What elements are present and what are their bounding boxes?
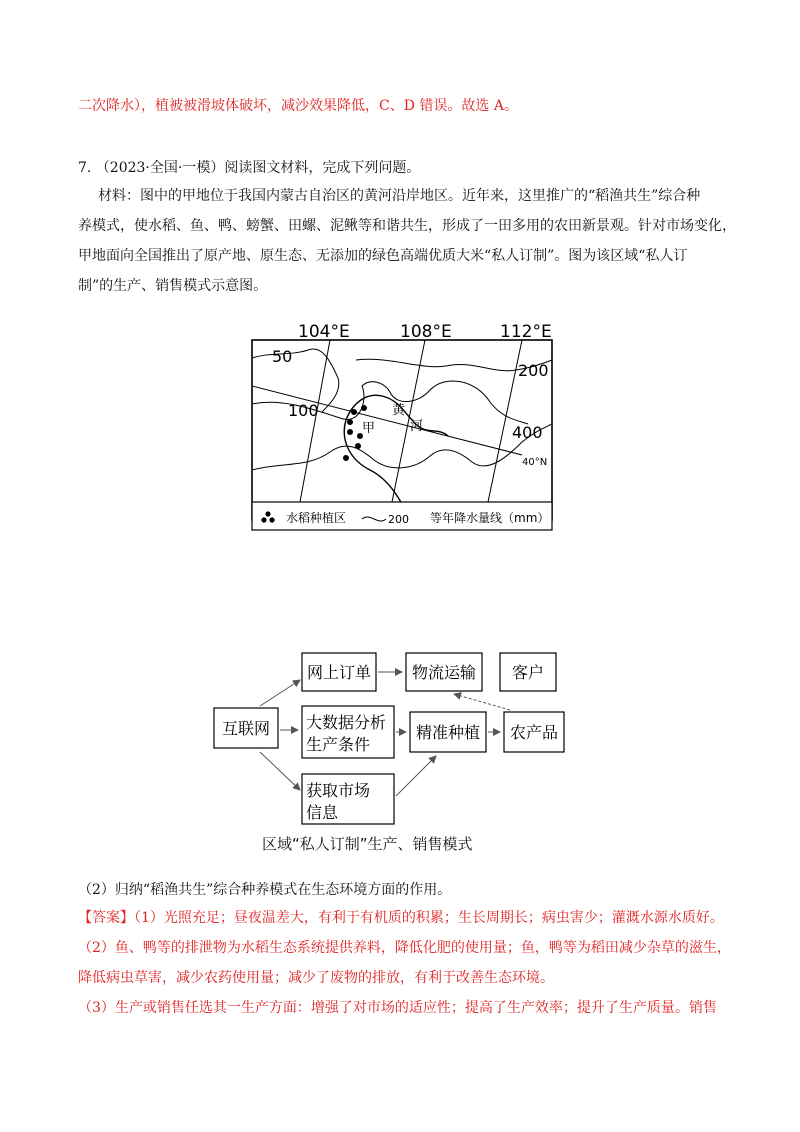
legend-isohyet-label: 等年降水量线（mm） — [430, 511, 550, 525]
longitude-label-104: 104°E — [298, 322, 350, 342]
legend-rice-label: 水稻种植区 — [286, 511, 347, 525]
arrow-internet-to-market — [260, 752, 300, 790]
arrow-internet-to-order — [260, 680, 300, 706]
arrow-market-to-planting — [396, 756, 436, 796]
longitude-label-108: 108°E — [400, 322, 452, 342]
latitude-label-40n: 40°N — [522, 457, 548, 468]
rice-area-dot — [347, 419, 353, 425]
river-label-he: 河 — [410, 419, 424, 434]
material-line-2: 养模式，使水稻、鱼、鸭、螃蟹、田螺、泥鳅等和谐共生，形成了一田多用的农田新景观。针对市场变化， — [78, 218, 736, 234]
node-customer-label: 客户 — [511, 663, 545, 682]
node-big-data-label-1: 大数据分析 — [306, 713, 387, 732]
legend-rice-dot — [265, 511, 270, 516]
place-label-jia: 甲 — [362, 421, 376, 436]
region-map — [250, 320, 556, 532]
node-internet-label: 互联网 — [221, 719, 271, 738]
flow-diagram — [210, 648, 570, 858]
node-big-data-label-2: 生产条件 — [306, 735, 371, 754]
question-number-source: 7. （2023·全国·一模）阅读图文材料，完成下列问题。 — [78, 160, 421, 176]
node-online-order-label: 网上订单 — [306, 663, 372, 682]
arrow-product-to-logistics — [454, 694, 510, 710]
legend-rice-dot — [269, 517, 274, 522]
longitude-label-112: 112°E — [500, 322, 552, 342]
node-precision-planting-label: 精准种植 — [415, 723, 481, 742]
node-market-info-label-2: 信息 — [306, 803, 339, 822]
map-frame — [252, 340, 552, 520]
material-line-1: 材料：图中的甲地位于我国内蒙古自治区的黄河沿岸地区。近年来，这里推广的“稻渔共生”综合种 — [98, 188, 701, 204]
answer-line-3: 降低病虫草害，减少农药使用量；减少了废物的排放，有利于改善生态环境。 — [78, 970, 554, 986]
isohyet-label-50: 50 — [272, 347, 293, 366]
river-label-huang: 黄 — [392, 403, 406, 418]
answer-line-2: （2）鱼、鸭等的排泄物为水稻生态系统提供养料，降低化肥的使用量；鱼，鸭等为稻田减少杂草的滋生， — [78, 940, 731, 956]
answer-line-1 — [78, 908, 724, 928]
node-product-label: 农产品 — [509, 723, 559, 742]
isohyet-label-200: 200 — [518, 361, 549, 380]
legend-rice-dot — [261, 517, 266, 522]
rice-area-dot — [347, 429, 353, 435]
region-map-figure — [250, 320, 556, 532]
flow-diagram-figure — [210, 648, 570, 858]
material-line-4: 制”的生产、销售模式示意图。 — [78, 278, 268, 294]
isohyet-label-400: 400 — [512, 423, 543, 442]
answer-line-4: （3）生产或销售任选其一生产方面：增强了对市场的适应性；提高了生产效率；提升了生产质量。销售 — [78, 1000, 717, 1016]
rice-area-dot — [351, 409, 357, 415]
node-logistics-label: 物流运输 — [411, 663, 477, 682]
legend-isohyet-sample: 200 — [388, 513, 409, 526]
answer-tag: 【答案】 — [78, 910, 134, 926]
isohyet-label-100: 100 — [288, 401, 319, 420]
previous-answer-tail: 二次降水），植被被滑坡体破坏，减沙效果降低，C、D 错误。故选 A。 — [78, 98, 518, 114]
rice-area-dot — [355, 443, 361, 449]
answer-line-1-text: （1）光照充足；昼夜温差大，有利于有机质的积累；生长周期长；病虫害少；灌溉水源水质好。 — [134, 910, 724, 926]
rice-area-dot — [343, 455, 349, 461]
rice-area-dot — [361, 405, 367, 411]
node-market-info-label-1: 获取市场 — [306, 781, 371, 800]
sub-question-2: （2）归纳“稻渔共生”综合种养模式在生态环境方面的作用。 — [78, 882, 452, 898]
material-line-3: 甲地面向全国推出了原产地、原生态、无添加的绿色高端优质大米“私人订制”。图为该区域“私人订 — [78, 248, 688, 264]
flow-caption: 区域“私人订制”生产、销售模式 — [262, 835, 473, 853]
